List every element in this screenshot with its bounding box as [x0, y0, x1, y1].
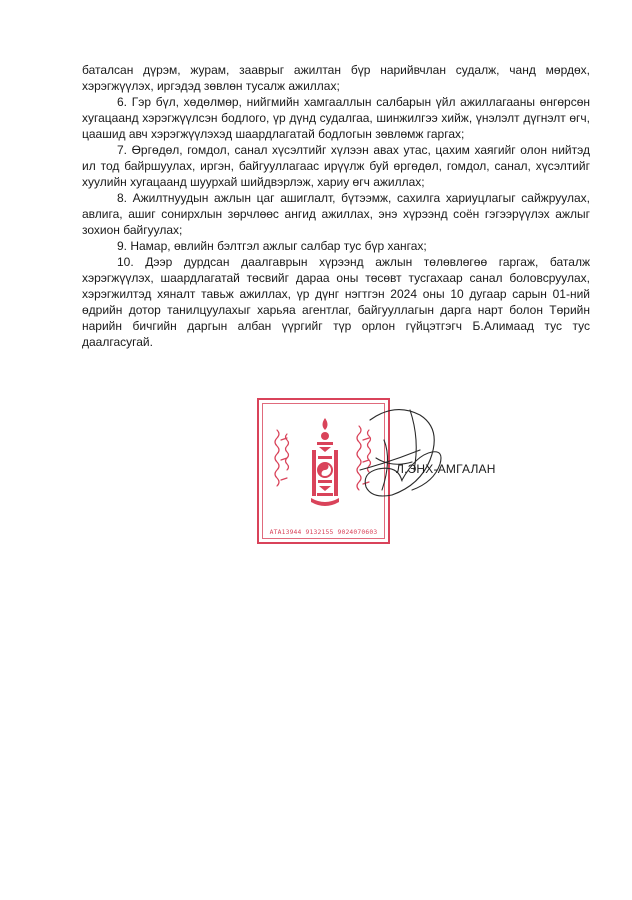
paragraph-item-10: 10. Дээр дурдсан даалгаврын хүрээнд ажлын төлөвлөгөө гаргаж, баталж хэрэгжүүлэх, шаардлагатай төсвийг дараа оны төсөвт тусгахаар санал боловсруулах, хэрэгжилтэд хяналт тавьж ажиллах, үр дүнг нэгтгэн 2024 оны 10 дугаар сарын 01-ний өдрийн дотор танилцуулахыг харьяа агентлаг, байгууллагын дарга нарт болон Төрийн нарийн бичгийн даргын албан үүргийг түр орлон гүйцэтгэгч Б.Алимаад тус тус даалгасугай.	[82, 255, 590, 349]
document-body	[82, 62, 590, 350]
paragraph-item-7: 7. Өргөдөл, гомдол, санал хүсэлтийг хүлээн авах утас, цахим хаягийг олон нийтэд ил тод байршуулах, иргэн, байгууллагаас ирүүлж буй өргөдөл, гомдол, санал, хүсэлтийг хуулийн хугацаанд шуурхай шийдвэрлэж, хариу өгч ажиллах;	[82, 143, 590, 189]
mongol-script-left-icon	[275, 430, 289, 486]
handwritten-signature-icon	[340, 400, 460, 510]
signer-name: Л.ЭНХ-АМГАЛАН	[396, 462, 496, 476]
paragraph-item-8: 8. Ажилтнуудын ажлын цаг ашиглалт, бүтээмж, сахилга хариуцлагыг сайжруулах, авлига, ашиг сонирхлын зөрчлөөс ангид ажиллах, энэ хүрээнд соён гэгээрүүлэх ажлыг зохион байгуулах;	[82, 191, 590, 237]
stamp-registration-number: АТА13944 9132155 9024070603	[269, 529, 378, 536]
paragraph-item-6: 6. Гэр бүл, хөдөлмөр, нийгмийн хамгааллын салбарын үйл ажиллагааны өнгөрсөн хугацаанд хэрэгжүүлсэн бодлого, үр дүнд судалгаа, шинжилгээ хийж, үнэлэлт дүгнэлт өгч, цаашид авч хэрэгжүүлэхэд шаардлагатай бодлогын зөвлөмж гаргах;	[82, 95, 590, 141]
paragraph-continuation: баталсан дүрэм, журам, зааврыг ажилтан бүр нарийвчлан судалж, чанд мөрдөх, хэрэгжүүлэх, иргэдэд зөвлөн тусалж ажиллах;	[82, 63, 590, 93]
paragraph-item-9: 9. Намар, өвлийн бэлтгэл ажлыг салбар тус бүр хангах;	[117, 239, 427, 253]
soyombo-symbol-icon	[311, 418, 339, 506]
